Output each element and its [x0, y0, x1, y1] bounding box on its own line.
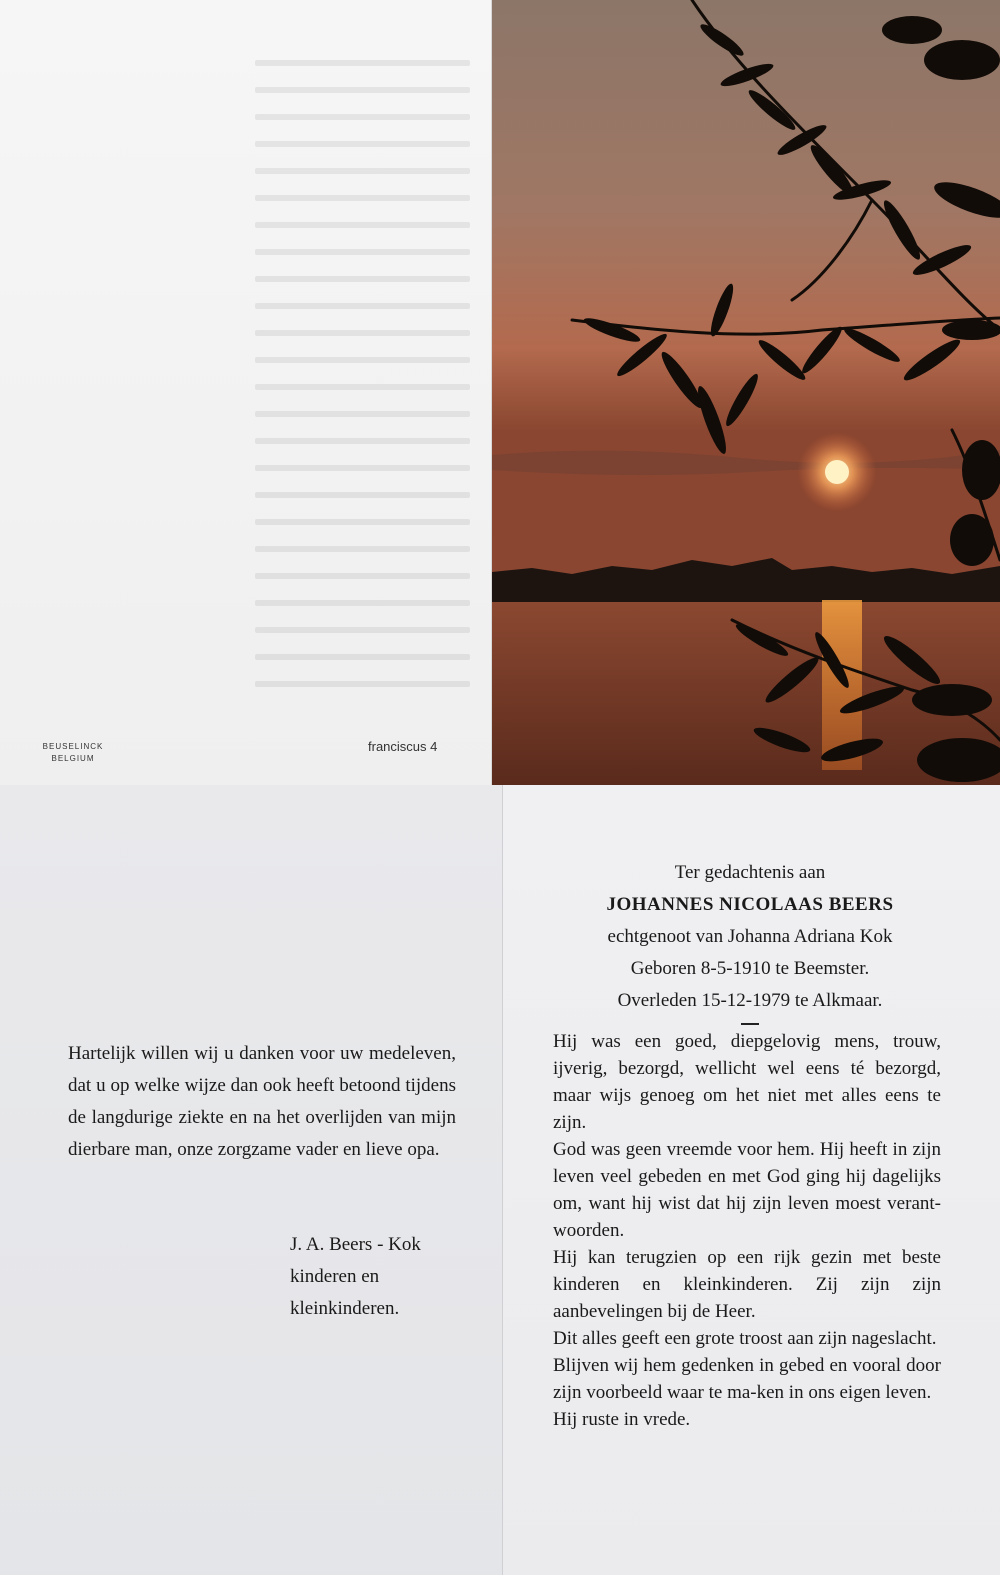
- printer-mark: [33, 741, 113, 765]
- deceased-name: JOHANNES NICOLAAS BEERS: [606, 894, 894, 915]
- card-back-panel: [0, 0, 492, 785]
- signature-line: J. A. Beers - Kok: [290, 1234, 421, 1255]
- memorial-paragraph: Hij was een goed, diepgelovig mens, trouw, ijverig, bezorgd, wellicht wel eens té bezorgd, maar wijs genoeg om het niet met alles eens te zijn.: [553, 1031, 941, 1133]
- memorial-paragraph: Dit alles geeft een grote troost aan zijn nageslacht.: [553, 1328, 937, 1349]
- sunset-photo: [492, 0, 1000, 785]
- memorial-paragraph: Hij ruste in vrede.: [553, 1409, 691, 1430]
- sunset-photo-image: [492, 0, 1000, 785]
- memorial-paragraph: Hij kan terugzien op een rijk gezin met beste kinderen en kleinkinderen. Zij zijn zijn aanbevelingen bij de Heer.: [553, 1247, 941, 1322]
- spouse-line: echtgenoot van Johanna Adriana Kok: [607, 926, 893, 947]
- memorial-paragraph: God was geen vreemde voor hem. Hij heeft in zijn leven veel gebeden en met God ging hij dagelijks om, want hij wist dat hij zijn leven moest verant-woorden.: [553, 1139, 941, 1241]
- thanks-panel: [0, 785, 503, 1575]
- memorial-text: [553, 1028, 941, 1433]
- memorial-intro: Ter gedachtenis aan: [674, 862, 826, 883]
- series-label: franciscus 4: [368, 739, 438, 754]
- signature-block: [290, 1229, 421, 1325]
- printer-country: BELGIUM: [51, 754, 95, 763]
- thanks-message: Hartelijk willen wij u danken voor uw medeleven, dat u op welke wijze dan ook heeft betoond tijdens de langdurige ziekte en na het overlijden van mijn dierbare man, onze zorgzame vader en lieve opa.: [68, 1043, 456, 1160]
- death-line: Overleden 15-12-1979 te Alkmaar.: [617, 990, 883, 1011]
- show-through-text: [255, 60, 470, 730]
- memorial-header: [555, 857, 945, 1025]
- printer-name: BEUSELINCK: [42, 742, 104, 751]
- signature-line: kinderen en: [290, 1266, 380, 1287]
- memorial-panel: [503, 785, 1000, 1575]
- memorial-paragraph: Blijven wij hem gedenken in gebed en vooral door zijn voorbeeld waar te ma-ken in ons eigen leven.: [553, 1355, 941, 1403]
- signature-line: kleinkinderen.: [290, 1298, 400, 1319]
- divider: [741, 1023, 759, 1025]
- birth-line: Geboren 8-5-1910 te Beemster.: [630, 958, 870, 979]
